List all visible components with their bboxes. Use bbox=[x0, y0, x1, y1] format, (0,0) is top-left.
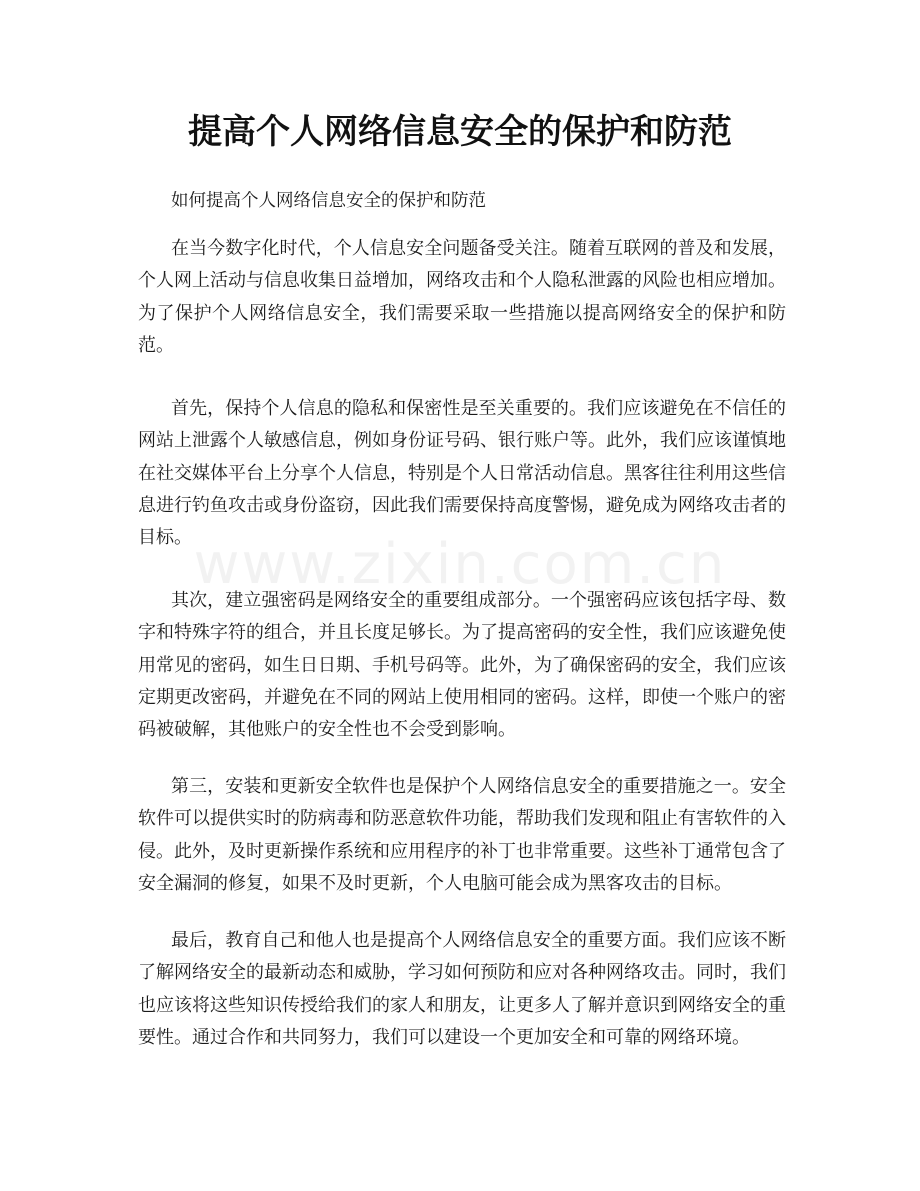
paragraph-security-software: 第三，安装和更新安全软件也是保护个人网络信息安全的重要措施之一。安全软件可以提供实时的防病毒和防恶意软件功能，帮助我们发现和阻止有害软件的入侵。此外，及时更新操作系统和应用程序的补丁也非常重要。这些补丁通常包含了安全漏洞的修复，如果不及时更新，个人电脑可能会成为黑客攻击的目标。 bbox=[138, 776, 786, 894]
paragraph-privacy: 首先，保持个人信息的隐私和保密性是至关重要的。我们应该避免在不信任的网站上泄露个人敏感信息，例如身份证号码、银行账户等。此外，我们应该谨慎地在社交媒体平台上分享个人信息，特别是个人日常活动信息。黑客往往利用这些信息进行钓鱼攻击或身份盗窃，因此我们需要保持高度警惕，避免成为网络攻击者的目标。 bbox=[138, 398, 786, 549]
watermark: www.zixin.com.cn bbox=[193, 532, 727, 597]
paragraph-passwords: 其次，建立强密码是网络安全的重要组成部分。一个强密码应该包括字母、数字和特殊字符的组合，并且长度足够长。为了提高密码的安全性，我们应该避免使用常见的密码，如生日日期、手机号码等。此外，为了确保密码的安全，我们应该定期更改密码，并避免在不同的网站上使用相同的密码。这样，即使一个账户的密码被破解，其他账户的安全性也不会受到影响。 bbox=[138, 590, 786, 741]
paragraph-education: 最后，教育自己和他人也是提高个人网络信息安全的重要方面。我们应该不断了解网络安全的最新动态和威胁，学习如何预防和应对各种网络攻击。同时，我们也应该将这些知识传授给我们的家人和朋友，让更多人了解并意识到网络安全的重要性。通过合作和共同努力，我们可以建设一个更加安全和可靠的网络环境。 bbox=[138, 930, 786, 1048]
document-title: 提高个人网络信息安全的保护和防范 bbox=[188, 112, 732, 152]
paragraph-intro: 在当今数字化时代，个人信息安全问题备受关注。随着互联网的普及和发展，个人网上活动与信息收集日益增加，网络攻击和个人隐私泄露的风险也相应增加。为了保护个人网络信息安全，我们需要采取一些措施以提高网络安全的保护和防范。 bbox=[138, 238, 786, 356]
document-subtitle: 如何提高个人网络信息安全的保护和防范 bbox=[171, 191, 486, 211]
